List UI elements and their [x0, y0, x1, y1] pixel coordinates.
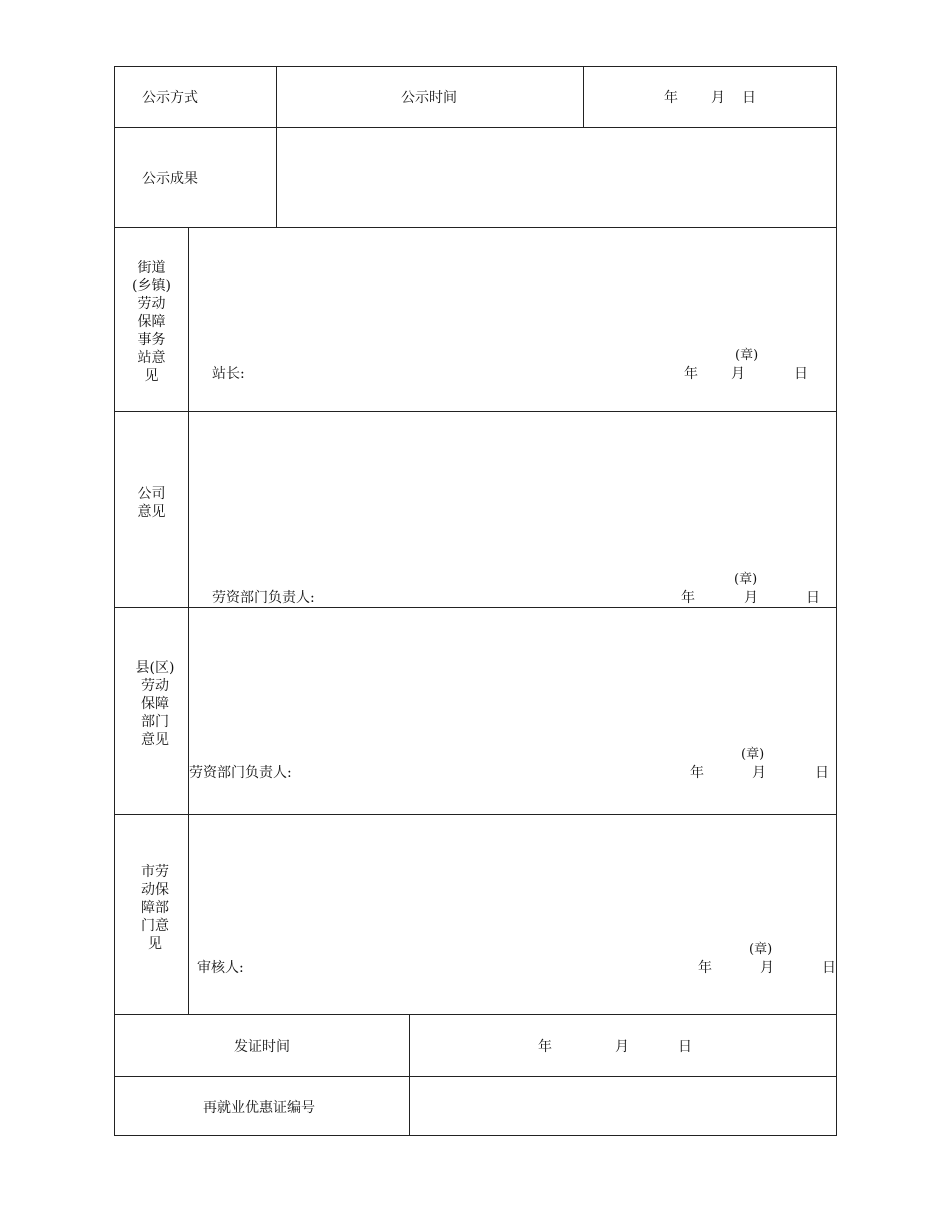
- row-divider: [115, 127, 836, 128]
- city-seal-label: (章): [749, 942, 773, 957]
- city-opinion-label: 市劳 动保 障部 门意 见: [141, 864, 169, 952]
- issue-date-day: 日: [678, 1039, 692, 1055]
- city-signer-label: 审核人:: [197, 960, 244, 976]
- city-date-year: 年: [698, 960, 712, 976]
- company-date-day: 日: [806, 590, 820, 606]
- column-divider: [276, 67, 277, 227]
- column-divider: [583, 67, 584, 127]
- street-signer-label: 站长:: [212, 366, 245, 382]
- county-date-year: 年: [690, 765, 704, 781]
- publicity-date-month: 月: [711, 90, 725, 106]
- company-date-year: 年: [681, 590, 695, 606]
- issue-date-year: 年: [538, 1039, 552, 1055]
- street-date-year: 年: [684, 366, 698, 382]
- issue-date-month: 月: [615, 1039, 629, 1055]
- row-divider: [115, 1014, 836, 1015]
- row-divider: [115, 607, 836, 608]
- issue-time-label: 发证时间: [234, 1039, 290, 1055]
- county-seal-label: (章): [741, 747, 765, 762]
- row-divider: [115, 1076, 836, 1077]
- company-opinion-label: 公司 意见: [137, 486, 166, 520]
- county-signer-label: 劳资部门负责人:: [189, 765, 292, 781]
- company-date-month: 月: [744, 590, 758, 606]
- publicity-date-year: 年: [664, 90, 678, 106]
- publicity-result-label: 公示成果: [142, 171, 198, 187]
- row-divider: [115, 227, 836, 228]
- publicity-time-label: 公示时间: [401, 90, 457, 106]
- city-date-day: 日: [822, 960, 836, 976]
- publicity-date-day: 日: [742, 90, 756, 106]
- column-divider: [409, 1014, 410, 1136]
- county-date-month: 月: [752, 765, 766, 781]
- county-opinion-label: 县(区) 劳动 保障 部门 意见: [135, 660, 175, 748]
- street-date-day: 日: [794, 366, 808, 382]
- publicity-method-label: 公示方式: [142, 90, 198, 106]
- city-date-month: 月: [760, 960, 774, 976]
- street-office-opinion-label: 街道 (乡镇) 劳动 保障 事务 站意 见: [132, 260, 171, 384]
- row-divider: [115, 411, 836, 412]
- street-date-month: 月: [731, 366, 745, 382]
- company-seal-label: (章): [734, 572, 758, 587]
- county-date-day: 日: [815, 765, 829, 781]
- row-divider: [115, 814, 836, 815]
- company-signer-label: 劳资部门负责人:: [212, 590, 315, 606]
- street-seal-label: (章): [735, 348, 759, 363]
- certificate-number-label: 再就业优惠证编号: [203, 1100, 315, 1116]
- approval-form: [114, 66, 837, 1136]
